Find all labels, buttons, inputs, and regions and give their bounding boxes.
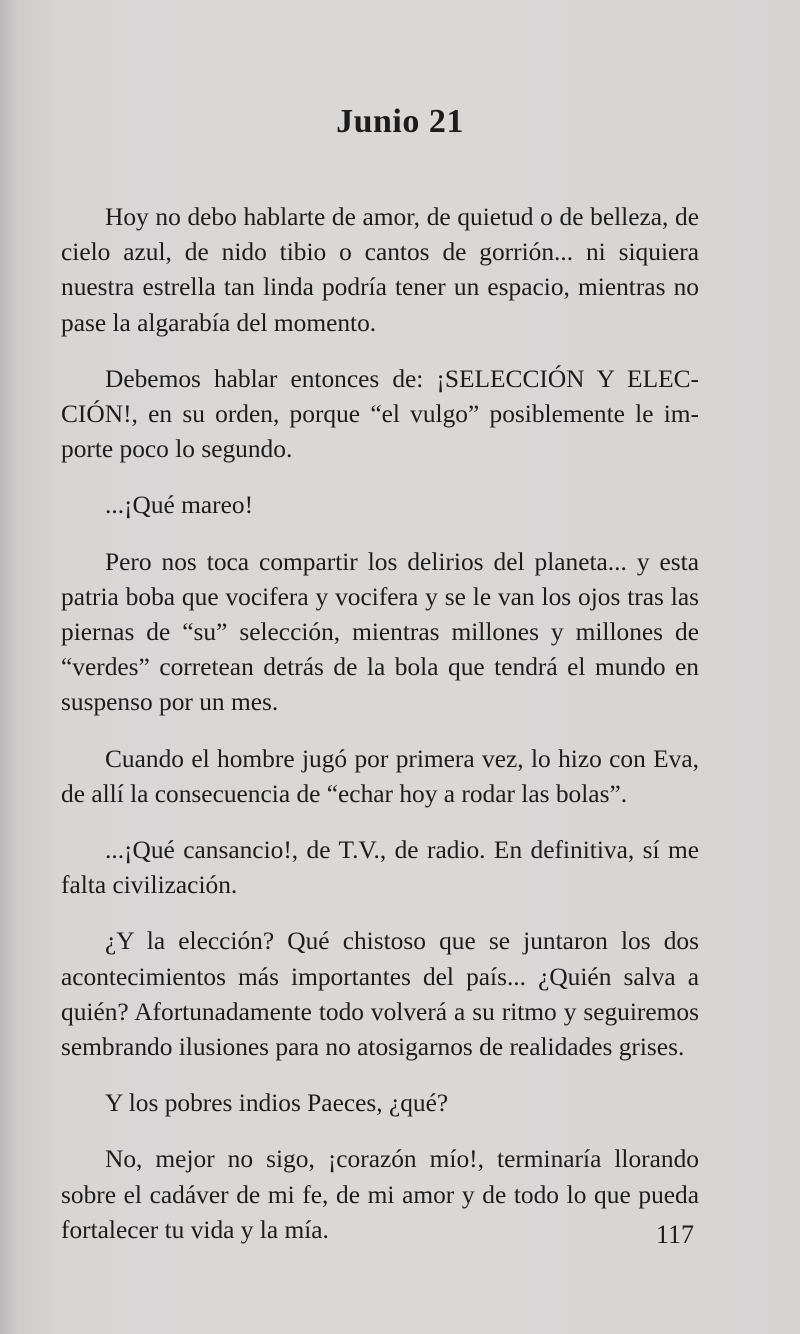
paragraph-7: ¿Y la elección? Qué chistoso que se juntaron los dos acontecimientos más importantes del país... ¿Quién salva a quién? Afortunadamente todo volverá a su ritmo y seguiremos sembrando ilusiones para no atosigarnos de realidades grises. bbox=[61, 927, 699, 1062]
paragraph-4: Pero nos toca compartir los delirios del planeta... y esta patria boba que vocifera y vocifera y se le van los ojos tras las piernas de “su” selección, mientras millones y millones de “verdes” corretean detrás de la bola que tendrá el mundo en suspenso por un mes. bbox=[61, 547, 699, 717]
page-title: Junio 21 bbox=[336, 103, 464, 140]
page-number: 117 bbox=[655, 1220, 694, 1249]
paragraph-2: Debemos hablar entonces de: ¡SELECCIÓN Y ELECCIÓN!, en su orden, porque “el vulgo” posiblemente le importe poco lo segundo. bbox=[61, 364, 699, 464]
paragraph-1: Hoy no debo hablarte de amor, de quietud o de belleza, de cielo azul, de nido tibio o cantos de gorrión... ni siquiera nuestra estrella tan linda podría tener un espacio, mientras no pase la algarabía del momento. bbox=[61, 203, 699, 337]
paragraph-8: Y los pobres indios Paeces, ¿qué? bbox=[105, 1089, 449, 1118]
paragraph-9: No, mejor no sigo, ¡corazón mío!, terminaría llorando sobre el cadáver de mi fe, de mi amor y de todo lo que pueda fortalecer tu vida y la mía. bbox=[61, 1145, 699, 1244]
paragraph-3: ...¡Qué mareo! bbox=[105, 491, 254, 520]
paragraph-5: Cuando el hombre jugó por primera vez, lo hizo con Eva, de allí la consecuencia de “echar hoy a rodar las bolas”. bbox=[61, 744, 699, 808]
body-text bbox=[61, 200, 699, 1248]
paragraph-6: ...¡Qué cansancio!, de T.V., de radio. En definitiva, sí me falta civilización. bbox=[61, 836, 699, 900]
